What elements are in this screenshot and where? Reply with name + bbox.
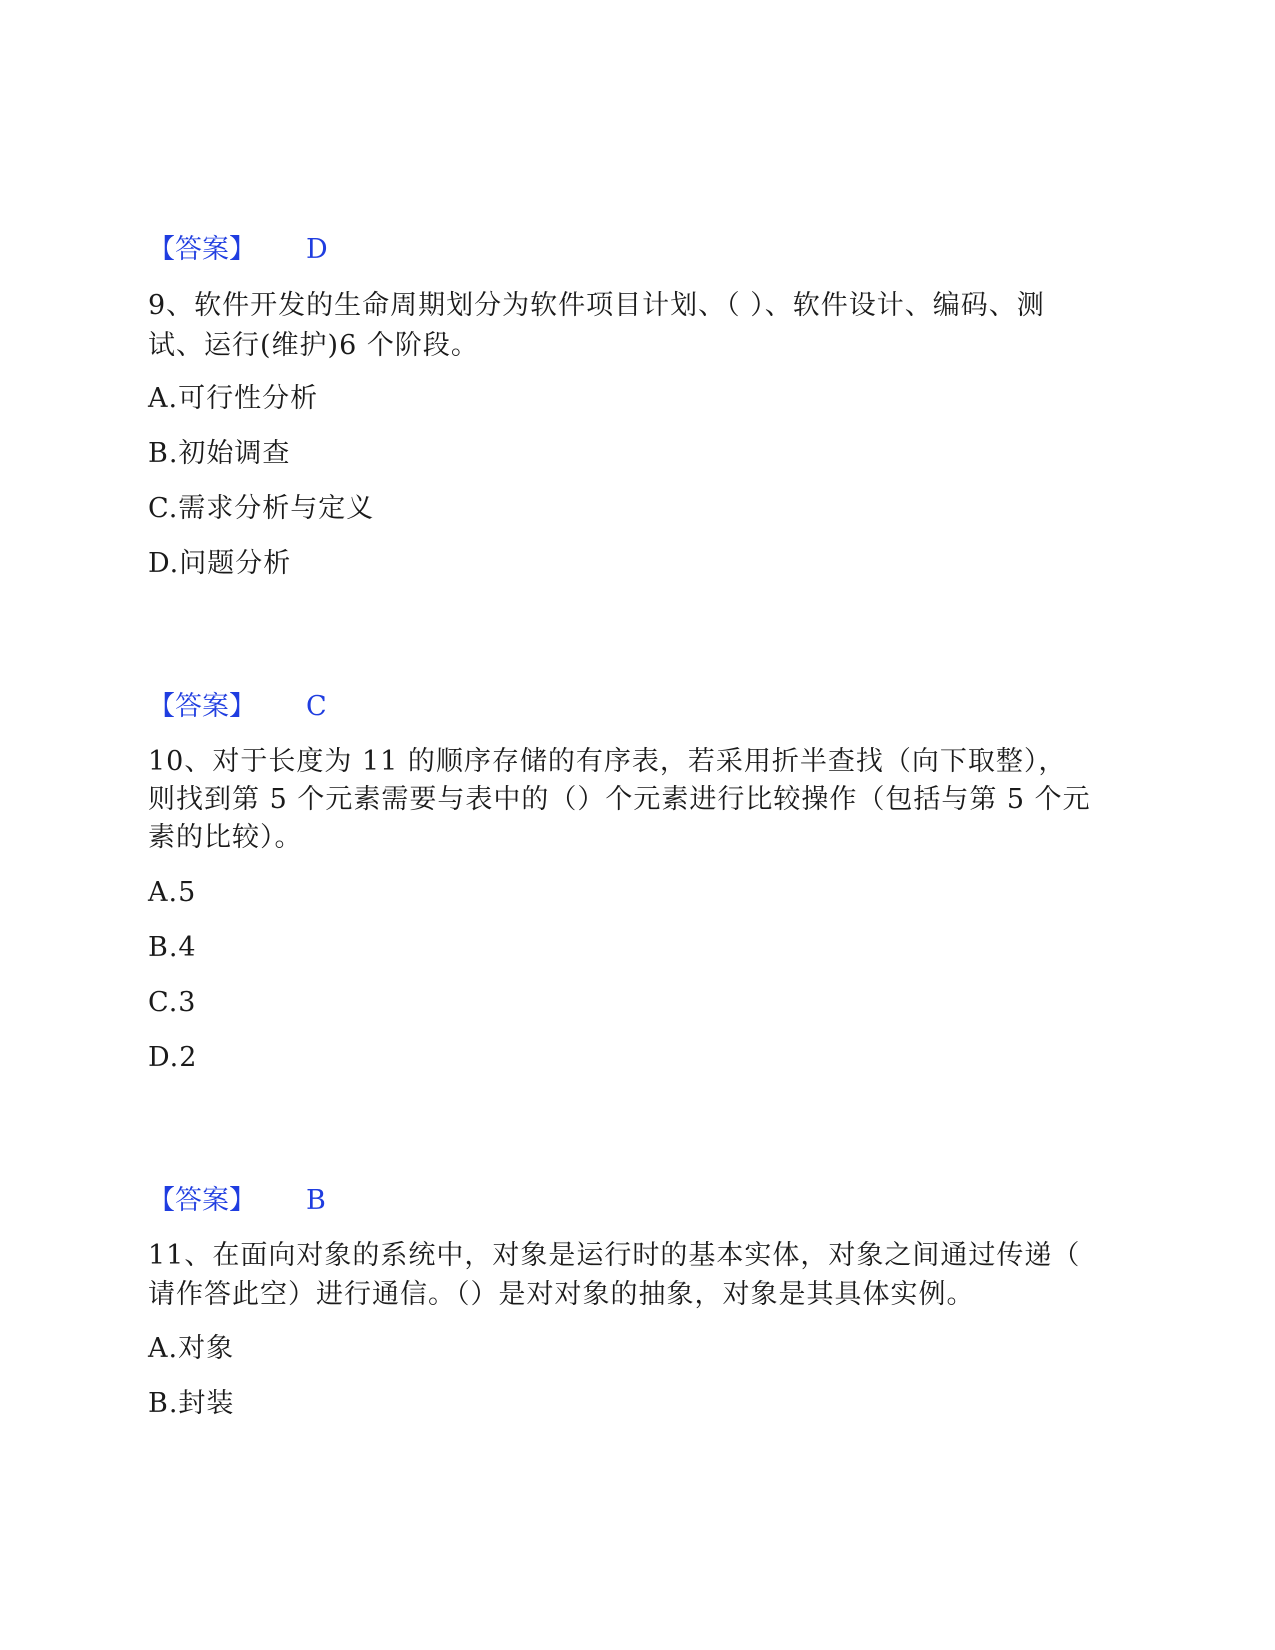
option-b: B.封装 [148, 1388, 235, 1419]
question-text: 9、软件开发的生命周期划分为软件项目计划、（ ）、软件设计、编码、测 [148, 290, 1045, 321]
answer-value: C [306, 691, 327, 722]
answer-line [148, 688, 327, 726]
answer-label: 【答案】 [148, 1185, 256, 1216]
answer-value: D [306, 234, 328, 265]
answer-value: B [306, 1185, 326, 1216]
question-text: 素的比较）。 [148, 822, 303, 853]
question-text: 请作答此空）进行通信。（）是对对象的抽象，对象是其具体实例。 [148, 1279, 975, 1310]
answer-label: 【答案】 [148, 234, 256, 265]
answer-label: 【答案】 [148, 691, 256, 722]
option-a: A.可行性分析 [148, 383, 319, 414]
option-d: D.问题分析 [148, 548, 292, 579]
option-a: A.5 [148, 877, 197, 908]
question-text: 10、对于长度为 11 的顺序存储的有序表，若采用折半查找（向下取整）， [148, 746, 1067, 777]
answer-line [148, 231, 328, 269]
answer-line [148, 1182, 326, 1220]
option-a: A.对象 [148, 1333, 235, 1364]
option-c: C.需求分析与定义 [148, 493, 375, 524]
option-b: B.初始调查 [148, 438, 291, 469]
option-b: B.4 [148, 932, 197, 963]
option-c: C.3 [148, 987, 197, 1018]
question-text: 则找到第 5 个元素需要与表中的（）个元素进行比较操作（包括与第 5 个元 [148, 784, 1091, 815]
question-text: 11、在面向对象的系统中，对象是运行时的基本实体，对象之间通过传递（ [148, 1240, 1081, 1271]
question-text: 试、运行(维护)6 个阶段。 [148, 330, 479, 361]
option-d: D.2 [148, 1042, 198, 1073]
